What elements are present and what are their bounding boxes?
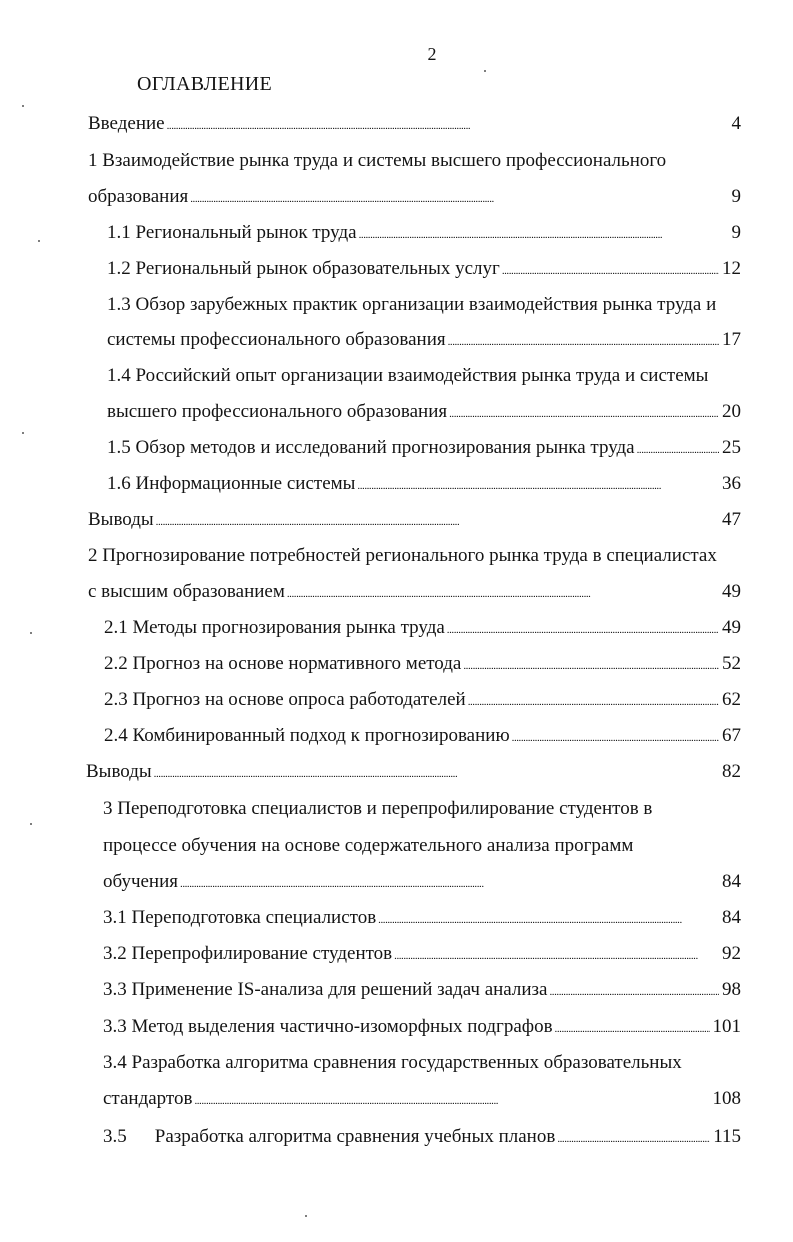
- dot-leader: [463, 652, 719, 678]
- toc-entry[interactable]: [88, 544, 717, 568]
- toc-entry-text: 3.3 Метод выделения частично-изоморфных подграфов: [103, 1016, 553, 1037]
- toc-entry-text: 3 Переподготовка специалистов и перепрофилирование студентов в: [103, 798, 653, 819]
- scan-speck: [30, 632, 32, 634]
- toc-entry[interactable]: [107, 328, 741, 354]
- toc-entry-page: 84: [722, 871, 741, 892]
- toc-entry[interactable]: [104, 688, 741, 714]
- toc-entry-page: 36: [722, 473, 741, 494]
- toc-entry-text: 1.3 Обзор зарубежных практик организации взаимодействия рынка труда и: [107, 294, 717, 315]
- toc-entry-text: 1.6 Информационные системы: [107, 473, 356, 494]
- toc-entry-text: 1 Взаимодействие рынка труда и системы высшего профессионального: [88, 150, 667, 171]
- toc-entry-page: 25: [722, 437, 741, 458]
- toc-entry[interactable]: [88, 580, 741, 606]
- scan-speck: [22, 105, 24, 107]
- dot-leader: [357, 472, 719, 498]
- dot-leader: [449, 400, 719, 426]
- dot-leader: [190, 185, 728, 211]
- toc-entry-text: обучения: [103, 871, 179, 892]
- toc-entry[interactable]: [88, 185, 741, 211]
- dot-leader: [557, 1125, 710, 1151]
- toc-entry-text: 3.2 Перепрофилирование студентов: [103, 943, 393, 964]
- scan-speck: [305, 1215, 307, 1217]
- toc-entry-text: с высшим образованием: [88, 581, 285, 602]
- toc-entry-text: 2.4 Комбинированный подход к прогнозированию: [104, 725, 510, 746]
- dot-leader: [359, 221, 729, 247]
- toc-entry-text: 1.1 Региональный рынок труда: [107, 222, 357, 243]
- toc-entry[interactable]: [103, 1051, 682, 1075]
- toc-entry[interactable]: [103, 834, 633, 858]
- dot-leader: [194, 1087, 709, 1113]
- toc-entry[interactable]: [107, 293, 716, 317]
- toc-entry-page: 108: [712, 1088, 741, 1109]
- toc-entry[interactable]: [88, 149, 666, 173]
- toc-entry-text: Разработка алгоритма сравнения учебных планов: [154, 1126, 556, 1147]
- toc-entry-text: стандартов: [103, 1088, 193, 1109]
- toc-entry-page: 62: [722, 689, 741, 710]
- toc-entry[interactable]: [103, 1125, 741, 1151]
- dot-leader: [468, 688, 719, 714]
- toc-entry[interactable]: [104, 652, 741, 678]
- toc-entry-page: 49: [722, 581, 741, 602]
- toc-entry-page: 52: [722, 653, 741, 674]
- dot-leader: [555, 1015, 710, 1041]
- toc-entry-page: 67: [722, 725, 741, 746]
- toc-entry[interactable]: [103, 942, 741, 968]
- dot-leader: [156, 508, 719, 534]
- dot-leader: [550, 978, 720, 1004]
- toc-entry-text: 3.1 Переподготовка специалистов: [103, 907, 377, 928]
- toc-entry-text: Выводы: [86, 761, 152, 782]
- toc-entry-text: образования: [88, 186, 189, 207]
- toc-entry-page: 101: [712, 1016, 741, 1037]
- toc-entry-page: 82: [722, 761, 741, 782]
- toc-entry-page: 49: [722, 617, 741, 638]
- toc-entry-text: Введение: [88, 113, 165, 134]
- toc-entry[interactable]: [104, 724, 741, 750]
- toc-entry[interactable]: [104, 616, 741, 642]
- toc-title: ОГЛАВЛЕНИЕ: [137, 73, 272, 95]
- toc-entry[interactable]: [107, 364, 708, 388]
- toc-entry-page: 20: [722, 401, 741, 422]
- page-number: 2: [427, 44, 437, 64]
- toc-entry-text: процессе обучения на основе содержательного анализа программ: [103, 835, 634, 856]
- toc-entry[interactable]: [107, 257, 741, 283]
- scan-speck: [38, 240, 40, 242]
- dot-leader: [394, 942, 719, 968]
- toc-entry[interactable]: [88, 112, 741, 138]
- toc-entry-text: системы профессионального образования: [107, 329, 446, 350]
- dot-leader: [287, 580, 719, 606]
- scan-speck: [22, 432, 24, 434]
- toc-entry-text: 2.2 Прогноз на основе нормативного метода: [104, 653, 462, 674]
- dot-leader: [378, 906, 719, 932]
- toc-entry-text: 3.3 Применение IS-анализа для решений задач анализа: [103, 979, 548, 1000]
- toc-entry[interactable]: [107, 221, 741, 247]
- toc-entry-text: Выводы: [88, 509, 154, 530]
- toc-entry[interactable]: [107, 436, 741, 462]
- toc-entry-page: 115: [713, 1126, 741, 1147]
- toc-entry[interactable]: [103, 870, 741, 896]
- toc-entry[interactable]: [107, 400, 741, 426]
- toc-entry-page: 4: [731, 113, 741, 134]
- toc-entry-text: 1.4 Российский опыт организации взаимодействия рынка труда и системы: [107, 365, 709, 386]
- toc-entry[interactable]: [103, 797, 652, 821]
- toc-entry-text: 2.1 Методы прогнозирования рынка труда: [104, 617, 445, 638]
- toc-entry[interactable]: [103, 1087, 741, 1113]
- scan-speck: [484, 70, 486, 72]
- toc-entry-number: 3.5: [103, 1126, 127, 1147]
- toc-entry-page: 12: [722, 258, 741, 279]
- dot-leader: [448, 328, 719, 354]
- toc-entry-page: 9: [731, 222, 741, 243]
- dot-leader: [167, 112, 729, 138]
- dot-leader: [154, 760, 719, 786]
- toc-entry-page: 47: [722, 509, 741, 530]
- toc-entry-text: 1.2 Региональный рынок образовательных услуг: [107, 258, 500, 279]
- toc-entry[interactable]: [86, 760, 741, 786]
- scan-speck: [30, 823, 32, 825]
- toc-entry-text: 2.3 Прогноз на основе опроса работодателей: [104, 689, 466, 710]
- toc-entry-page: 9: [731, 186, 741, 207]
- toc-entry[interactable]: [88, 508, 741, 534]
- dot-leader: [502, 257, 719, 283]
- toc-entry[interactable]: [103, 1015, 741, 1041]
- toc-entry-page: 17: [722, 329, 741, 350]
- toc-entry-text: высшего профессионального образования: [107, 401, 448, 422]
- dot-leader: [637, 436, 719, 462]
- dot-leader: [180, 870, 719, 896]
- dot-leader: [512, 724, 719, 750]
- toc-entry-text: 3.4 Разработка алгоритма сравнения государственных образовательных: [103, 1052, 682, 1073]
- toc-entry[interactable]: [103, 906, 741, 932]
- toc-entry[interactable]: [107, 472, 741, 498]
- toc-entry-page: 92: [722, 943, 741, 964]
- toc-entry-text: 2 Прогнозирование потребностей регионального рынка труда в специалистах: [88, 545, 717, 566]
- dot-leader: [447, 616, 719, 642]
- toc-entry-page: 98: [722, 979, 741, 1000]
- toc-entry[interactable]: [103, 978, 741, 1004]
- toc-entry-page: 84: [722, 907, 741, 928]
- toc-entry-text: 1.5 Обзор методов и исследований прогнозирования рынка труда: [107, 437, 635, 458]
